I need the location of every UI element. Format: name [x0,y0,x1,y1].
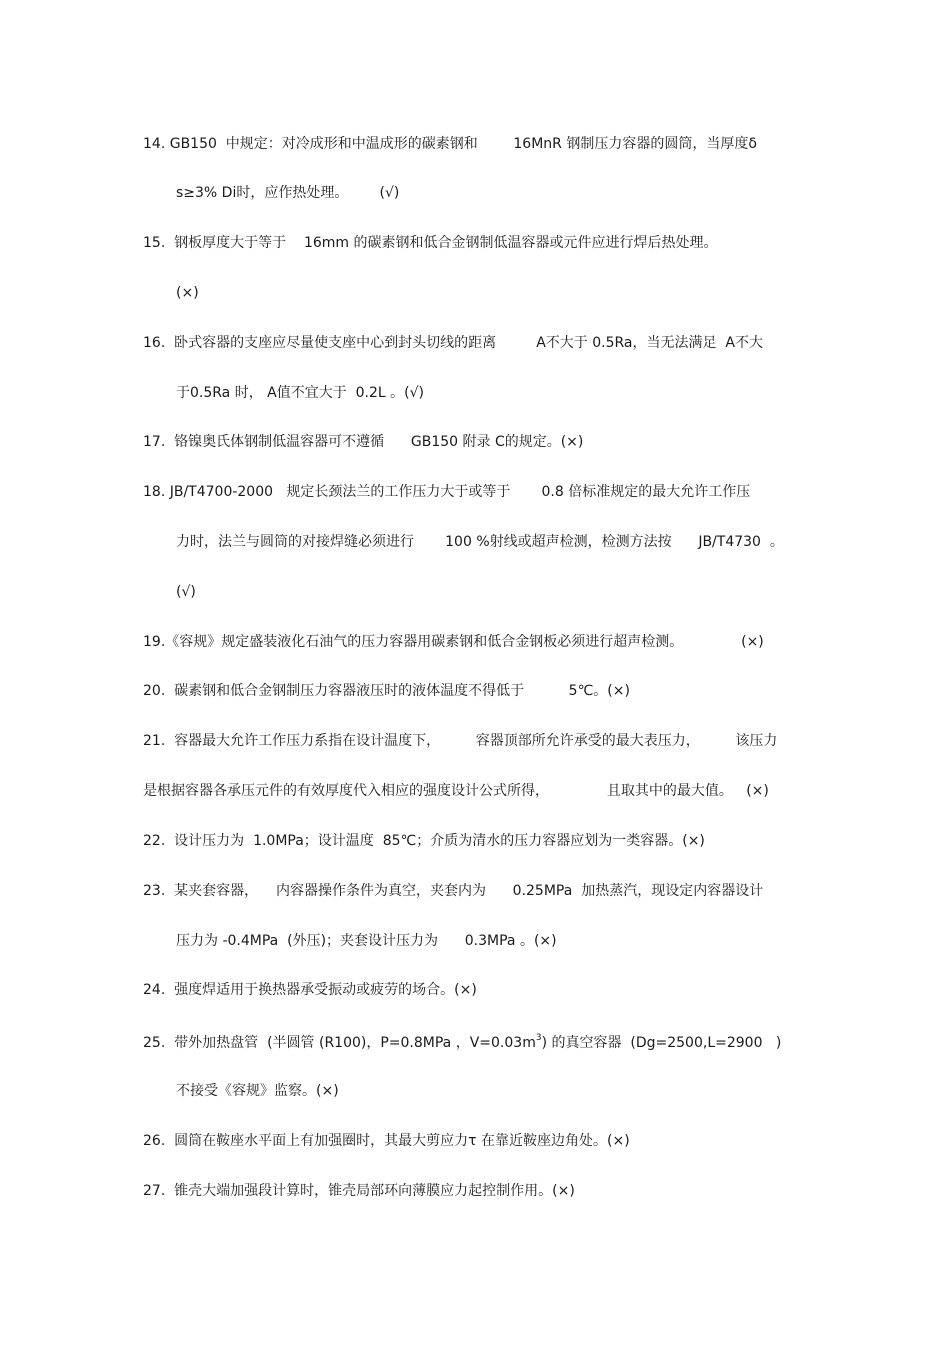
item-21-line-1: 21. 容器最大允许工作压力系指在设计温度下， 容器顶部所允许承受的最大表压力， 该压力 [143,733,778,749]
item-25-line-1 [143,1034,781,1054]
item-24-line-1: 24. 强度焊适用于换热器承受振动或疲劳的场合。(×) [143,982,477,998]
item-25-line-2: 不接受《容规》监察。(×) [176,1083,339,1099]
item-22-line-1: 22. 设计压力为 1.0MPa；设计温度 85℃；介质为清水的压力容器应划为一类容器。(×) [143,833,705,849]
item-23-line-1: 23. 某夹套容器， 内容器操作条件为真空，夹套内为 0.25MPa 加热蒸汽，现设定内容器设计 [143,883,764,899]
item-15-line-2: (×) [176,285,199,301]
item-25-superscript: 3 [535,1033,542,1043]
item-23-line-2: 压力为 -0.4MPa (外压)；夹套设计压力为 0.3MPa 。(×) [176,933,557,949]
item-20-line-1: 20. 碳素钢和低合金钢制压力容器液压时的液体温度不得低于 5℃。(×) [143,683,630,699]
item-17-line-1: 17. 铬镍奥氏体钢制低温容器可不遵循 GB150 附录 C的规定。(×) [143,434,584,450]
item-26-line-1: 26. 圆筒在鞍座水平面上有加强圈时，其最大剪应力τ 在靠近鞍座边角处。(×) [143,1133,630,1149]
item-16-line-2: 于0.5Ra 时， A值不宜大于 0.2L 。(√) [176,385,425,401]
item-18-line-2: 力时，法兰与圆筒的对接焊缝必须进行 100 %射线或超声检测，检测方法按 JB/T4730 。 [176,534,784,550]
item-14-line-1: 14. GB150 中规定：对冷成形和中温成形的碳素钢和 16MnR 钢制压力容器的圆筒，当厚度δ [143,136,757,152]
item-25-text-a: 25. 带外加热盘管 (半圆管 (R100)，P=0.8MPa ，V=0.03m [143,1035,536,1051]
item-25-text-b: ) 的真空容器 (Dg=2500,L=2900 ) [541,1035,782,1051]
item-14-line-2: s≥3% Di时，应作热处理。 (√) [176,185,400,201]
item-18-line-3: (√) [176,584,196,600]
item-19-line-1: 19.《容规》规定盛装液化石油气的压力容器用碳素钢和低合金钢板必须进行超声检测。 (×) [143,634,764,650]
item-15-line-1: 15. 钢板厚度大于等于 16mm 的碳素钢和低合金钢制低温容器或元件应进行焊后热处理。 [143,235,718,251]
item-18-line-1: 18. JB/T4700-2000 规定长颈法兰的工作压力大于或等于 0.8 倍标准规定的最大允许工作压 [143,484,751,500]
item-21-line-2: 是根据容器各承压元件的有效厚度代入相应的强度设计公式所得， 且取其中的最大值。 (×) [143,783,769,799]
item-27-line-1: 27. 锥壳大端加强段计算时，锥壳局部环向薄膜应力起控制作用。(×) [143,1183,575,1199]
item-16-line-1: 16. 卧式容器的支座应尽量使支座中心到封头切线的距离 A不大于 0.5Ra，当无法满足 A不大 [143,335,763,351]
